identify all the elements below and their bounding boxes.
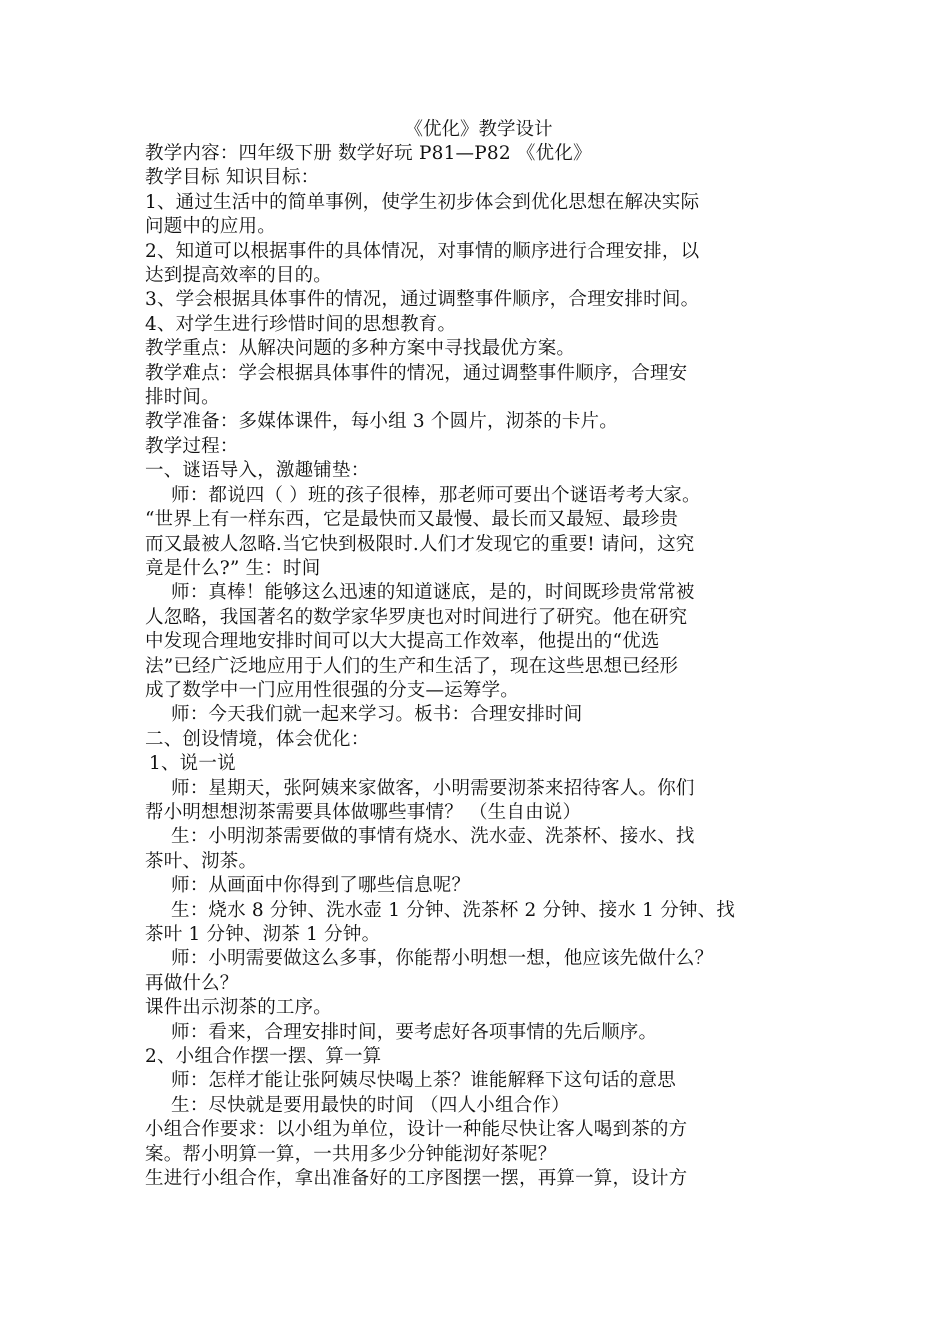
text-line: 4、对学生进行珍惜时间的思想教育。 <box>145 313 457 335</box>
text-line: 师：小明需要做这么多事，你能帮小明想一想，他应该先做什么？ <box>171 948 714 970</box>
text-line: 达到提高效率的目的。 <box>145 265 333 287</box>
text-line: 师：真棒！能够这么迅速的知道谜底，是的，时间既珍贵常常被 <box>171 582 695 604</box>
text-line: 课件出示沏茶的工序。 <box>145 997 333 1019</box>
text-line: 1、通过生活中的简单事例，使学生初步体会到优化思想在解决实际 <box>145 191 700 213</box>
text-line: 一、谜语导入，激趣铺垫： <box>145 460 370 482</box>
text-line: 茶叶 1 分钟、沏茶 1 分钟。 <box>145 924 381 945</box>
text-line: 生进行小组合作，拿出准备好的工序图摆一摆，再算一算，设计方 <box>145 1168 688 1190</box>
text-line: 生：烧水 8 分钟、洗水壶 1 分钟、洗茶杯 2 分钟、接水 1 分钟、找 <box>171 899 736 921</box>
text-line: 法”已经广泛地应用于人们的生产和生活了，现在这些思想已经形 <box>145 655 679 677</box>
text-line: 二、创设情境，体会优化： <box>145 728 370 750</box>
document-title: 《优化》教学设计 <box>404 119 553 140</box>
text-line: 人忽略，我国著名的数学家华罗庚也对时间进行了研究。他在研究 <box>145 606 688 628</box>
text-line: “世界上有一样东西，它是最快而又最慢、最长而又最短、最珍贵 <box>145 509 679 531</box>
text-line: 生：尽快就是要用最快的时间 （四人小组合作） <box>171 1094 570 1116</box>
text-line: 中发现合理地安排时间可以大大提高工作效率，他提出的“优选 <box>145 631 660 653</box>
text-line: 1、说一说 <box>149 753 236 775</box>
text-line: 排时间。 <box>145 387 220 409</box>
text-line: 教学目标 知识目标： <box>145 167 320 189</box>
text-line: 师：从画面中你得到了哪些信息呢？ <box>171 875 471 897</box>
text-line: 师：星期天，张阿姨来家做客，小明需要沏茶来招待客人。你们 <box>171 777 695 799</box>
text-line: 师：看来，合理安排时间，要考虑好各项事情的先后顺序。 <box>171 1021 658 1043</box>
text-line: 而又最被人忽略.当它快到极限时.人们才发现它的重要! 请问，这究 <box>145 533 695 555</box>
text-line: 教学准备：多媒体课件，每小组 3 个圆片，沏茶的卡片。 <box>145 411 618 433</box>
text-line: 小组合作要求：以小组为单位，设计一种能尽快让客人喝到茶的方 <box>145 1119 688 1141</box>
document-body <box>145 142 812 1191</box>
text-line: 问题中的应用。 <box>145 216 276 238</box>
text-line: 竟是什么?” 生：时间 <box>145 557 321 579</box>
text-line: 茶叶、沏茶。 <box>145 850 258 872</box>
text-line: 师：都说四（ ）班的孩子很棒，那老师可要出个谜语考考大家。 <box>171 484 701 506</box>
text-line: 师：今天我们就一起来学习。板书：合理安排时间 <box>171 704 583 726</box>
text-line: 教学难点：学会根据具体事件的情况，通过调整事件顺序，合理安 <box>145 362 688 384</box>
text-line: 教学重点：从解决问题的多种方案中寻找最优方案。 <box>145 338 576 360</box>
text-line: 3、学会根据具体事件的情况，通过调整事件顺序，合理安排时间。 <box>145 289 700 311</box>
text-line: 2、小组合作摆一摆、算一算 <box>145 1046 382 1068</box>
text-line: 帮小明想想沏茶需要具体做哪些事情？ （生自由说） <box>145 801 582 823</box>
text-line: 教学过程： <box>145 435 239 457</box>
text-line: 师：怎样才能让张阿姨尽快喝上茶？谁能解释下这句话的意思 <box>171 1070 676 1092</box>
text-line: 生：小明沏茶需要做的事情有烧水、洗水壶、洗茶杯、接水、找 <box>171 826 695 848</box>
text-line: 成了数学中一门应用性很强的分支—运筹学。 <box>145 679 520 701</box>
text-line: 案。帮小明算一算，一共用多少分钟能沏好茶呢？ <box>145 1143 557 1165</box>
text-line: 2、知道可以根据事件的具体情况，对事情的顺序进行合理安排，以 <box>145 240 700 262</box>
text-line: 教学内容：四年级下册 数学好玩 P81—P82 《优化》 <box>145 143 592 164</box>
text-line: 再做什么？ <box>145 972 239 994</box>
